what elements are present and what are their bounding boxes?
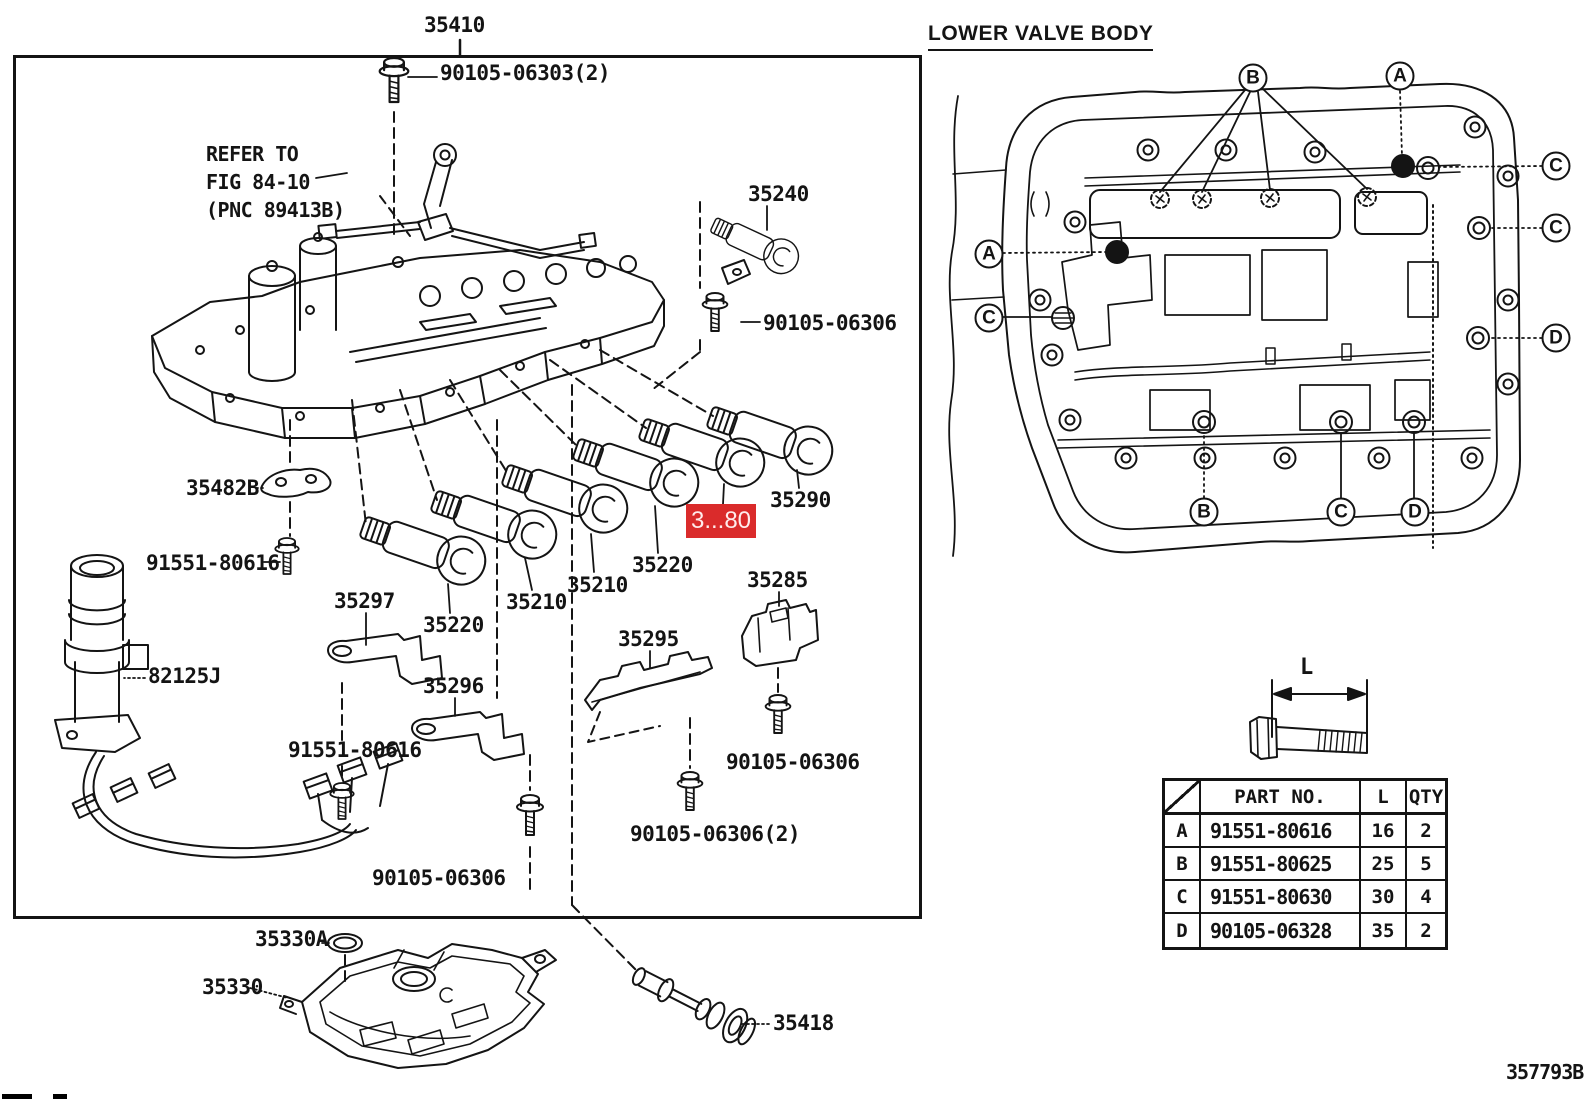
drawing-number: 357793B [1506,1060,1584,1084]
table-row-qty: 2 [1407,815,1445,848]
page-title: 35410 [424,13,485,37]
highlighted-part-label[interactable]: 3...80 [686,504,756,538]
part-35296: 35296 [423,674,484,698]
lower-valve-body-heading: LOWER VALVE BODY [928,22,1153,51]
bolt-length-dimension-label: L [1300,655,1314,680]
table-header-2: L [1361,781,1407,815]
filter-35330-drawing [280,944,556,1068]
table-row-partno: 91551-80625 [1201,848,1361,881]
table-row-key: B [1165,848,1201,881]
part-35220-a: 35220 [632,553,693,577]
part-35240: 35240 [748,182,809,206]
bolt-90105-06303: 90105-06303(2) [440,61,611,85]
table-header-1: PART NO. [1201,781,1361,815]
part-35285: 35285 [747,568,808,592]
bolt-90105-06306-d: 90105-06306(2) [630,822,801,846]
piston-35418-drawing [626,958,760,1050]
part-35220-b: 35220 [423,613,484,637]
callout-c-3: C [975,304,1004,333]
part-35418: 35418 [773,1011,834,1035]
bolt-90105-06306-a: 90105-06306 [763,311,897,335]
bolt-90105-06306-c: 90105-06306 [726,750,860,774]
part-35295: 35295 [618,627,679,651]
callout-leaders [1003,89,1542,498]
refer-note-line1: REFER TO [206,142,299,166]
callout-c-8: C [1327,498,1356,527]
callout-b-0: B [1239,64,1268,93]
refer-note [206,140,345,224]
oring-35330A-drawing [328,934,362,952]
table-row-qty: 5 [1407,848,1445,881]
table-row-length: 25 [1361,848,1407,881]
cutoff-text-artifact [53,1094,67,1099]
part-35482B: 35482B [186,476,259,500]
part-35210-b: 35210 [567,573,628,597]
lower-valve-body-drawing [949,84,1520,556]
table-header-3: QTY [1407,781,1445,815]
bolt-90105-06306-b: 90105-06306 [372,866,506,890]
callout-b-7: B [1190,498,1219,527]
table-row-qty: 2 [1420,919,1432,942]
table-row-length: 30 [1361,881,1407,914]
callout-a-2: A [975,240,1004,269]
callout-d-6: D [1542,324,1571,353]
parts-table [1162,778,1448,950]
table-row-partno: 91551-80616 [1201,815,1361,848]
part-35297: 35297 [334,589,395,613]
table-row-key: D [1165,914,1201,947]
part-35210-a: 35210 [506,590,567,614]
bolt-91551-80616-a: 91551-80616 [146,551,280,575]
part-35290: 35290 [770,488,831,512]
refer-note-line3: (PNC 89413B) [206,198,345,222]
callout-d-9: D [1401,498,1430,527]
callout-a-1: A [1386,62,1415,91]
callout-c-4: C [1542,152,1571,181]
table-row-partno: 90105-06328 [1201,914,1361,947]
table-row-qty: 4 [1407,881,1445,914]
table-row-key: A [1165,815,1201,848]
callout-c-5: C [1542,214,1571,243]
table-row-length: 35 [1361,914,1407,947]
bolt-length-diagram [1250,680,1367,759]
bolt-91551-80616-b: 91551-80616 [288,738,422,762]
table-row-partno: 91551-80630 [1201,881,1361,914]
part-35330: 35330 [202,975,263,999]
cutoff-text-artifact [2,1094,32,1099]
table-row-length: 16 [1361,815,1407,848]
refer-note-line2: FIG 84-10 [206,170,310,194]
table-header-0 [1165,781,1201,815]
part-82125J: 82125J [148,664,221,688]
table-row-key: C [1165,881,1201,914]
part-35330A: 35330A [255,927,328,951]
